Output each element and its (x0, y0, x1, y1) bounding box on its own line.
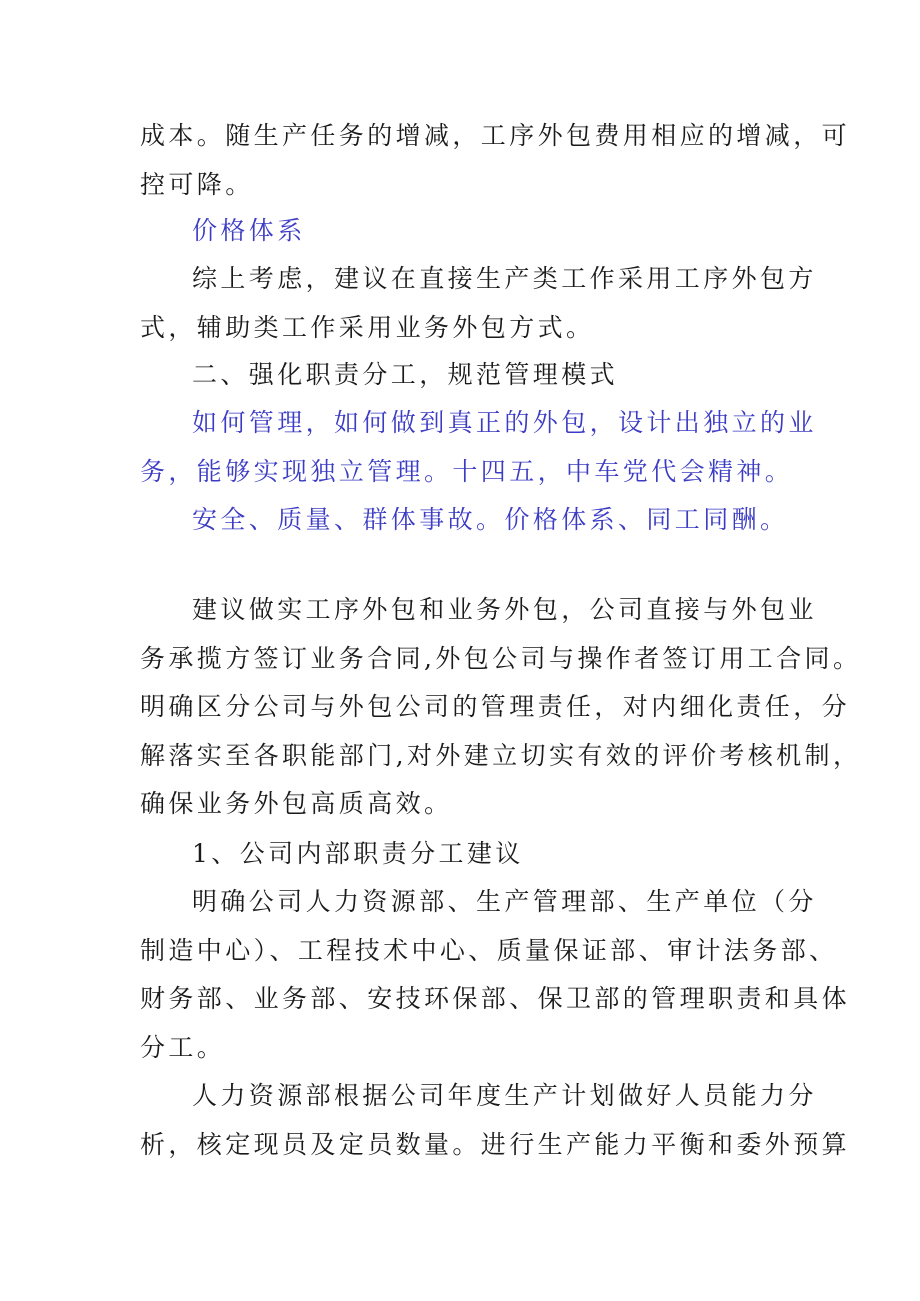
text-line: 务承揽方签订业务合同,外包公司与操作者签订用工合同。 (140, 643, 862, 673)
text-line: 成本。随生产任务的增减，工序外包费用相应的增减，可 (140, 121, 851, 150)
text-line: 析，核定现员及定员数量。进行生产能力平衡和委外预算 (140, 1129, 851, 1159)
text-line: 建议做实工序外包和业务外包，公司直接与外包业 (192, 595, 817, 624)
text-line: 明确区分公司与外包公司的管理责任，对内细化责任，分 (140, 692, 851, 721)
text-line: 制造中心）、工程技术中心、质量保证部、审计法务部、 (140, 935, 838, 965)
text-line: 分工。 (140, 1032, 226, 1062)
annotation-price-system (140, 207, 790, 256)
text-line: 式，辅助类工作采用业务外包方式。 (140, 312, 595, 342)
paragraph-department-duties (140, 878, 851, 1072)
paragraph-outsourcing-recommendation (140, 255, 817, 352)
annotation-management-questions (140, 399, 817, 496)
paragraph-cost-control (140, 112, 851, 209)
text-line: 财务部、业务部、安技环保部、保卫部的管理职责和具体 (140, 984, 851, 1013)
annotation-safety-quality (140, 496, 790, 545)
text-line: 明确公司人力资源部、生产管理部、生产单位（分 (192, 887, 817, 916)
text-line: 如何管理，如何做到真正的外包，设计出独立的业 (192, 408, 817, 437)
text-line: 安全、质量、群体事故。价格体系、同工同酬。 (192, 505, 789, 534)
text-line: 控可降。 (140, 169, 254, 199)
text-line: 二、强化职责分工，规范管理模式 (192, 360, 619, 389)
text-line: 综上考虑，建议在直接生产类工作采用工序外包方 (192, 264, 817, 293)
paragraph-outsourcing-contracts (140, 586, 862, 829)
text-line: 1、公司内部职责分工建议 (192, 839, 524, 868)
subheading-internal-division (140, 830, 790, 879)
text-line: 解落实至各职能部门,对外建立切实有效的评价考核机制， (140, 740, 862, 770)
text-line: 确保业务外包高质高效。 (140, 789, 453, 818)
text-line: 人力资源部根据公司年度生产计划做好人员能力分 (192, 1081, 817, 1110)
text-line: 价格体系 (192, 216, 306, 245)
paragraph-hr-department (140, 1072, 851, 1169)
section-heading-responsibilities (140, 351, 790, 400)
text-line: 务，能够实现独立管理。十四五，中车党代会精神。 (140, 456, 794, 486)
